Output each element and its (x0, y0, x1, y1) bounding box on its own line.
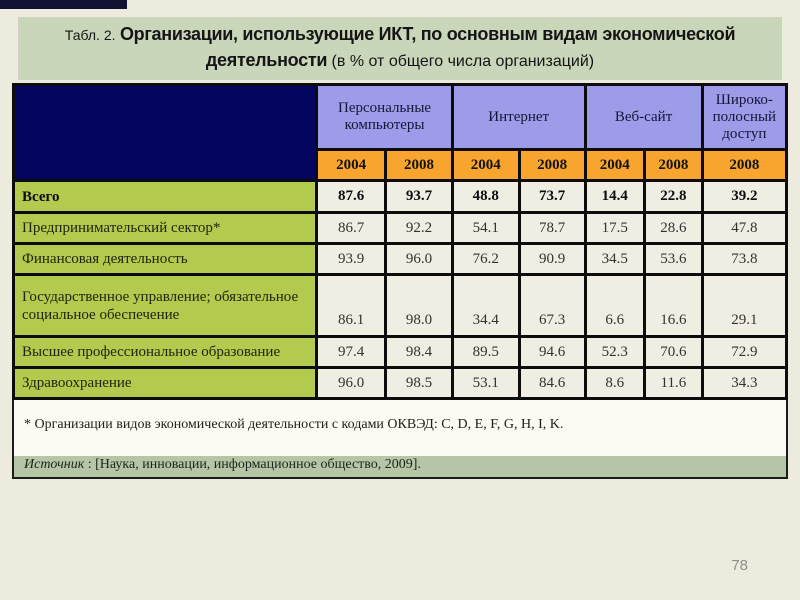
value-cell: 54.1 (452, 213, 519, 244)
figure-footer (12, 400, 788, 479)
value-cell: 86.7 (317, 213, 386, 244)
value-cell: 98.5 (386, 368, 453, 399)
value-cell: 17.5 (585, 213, 645, 244)
column-group-row (14, 85, 787, 150)
source-text: : [Наука, инновации, информационное общество, 2009]. (84, 457, 421, 472)
column-group-personal-computers: Персональные компьютеры (317, 85, 453, 150)
value-cell: 6.6 (585, 275, 645, 337)
source-line (14, 456, 786, 477)
row-label: Финансовая деятельность (14, 244, 317, 275)
top-edge-artifact (0, 0, 127, 9)
source-label: Источник (24, 457, 85, 472)
value-cell: 96.0 (317, 368, 386, 399)
value-cell: 92.2 (386, 213, 453, 244)
value-cell: 96.0 (386, 244, 453, 275)
year-header: 2004 (452, 150, 519, 181)
table-row-business-sector (14, 213, 787, 244)
ict-usage-table (12, 83, 788, 400)
value-cell: 34.4 (452, 275, 519, 337)
table-title-main-line2: деятельности (205, 50, 328, 70)
value-cell: 86.1 (317, 275, 386, 337)
year-header: 2008 (386, 150, 453, 181)
value-cell: 53.1 (452, 368, 519, 399)
table-title-note: (в % от общего числа организаций) (331, 53, 595, 70)
table-row-government (14, 275, 787, 337)
value-cell: 73.7 (519, 181, 585, 213)
row-label: Предпринимательский сектор* (14, 213, 317, 244)
value-cell: 93.9 (317, 244, 386, 275)
table-row-higher-education (14, 337, 787, 368)
value-cell: 73.8 (702, 244, 786, 275)
value-cell: 89.5 (452, 337, 519, 368)
value-cell: 34.3 (702, 368, 786, 399)
year-header: 2004 (585, 150, 645, 181)
column-group-website: Веб-сайт (585, 85, 702, 150)
value-cell: 84.6 (519, 368, 585, 399)
value-cell: 53.6 (645, 244, 703, 275)
value-cell: 98.0 (386, 275, 453, 337)
value-cell: 94.6 (519, 337, 585, 368)
page-number: 78 (731, 557, 748, 574)
value-cell: 28.6 (645, 213, 703, 244)
value-cell: 97.4 (317, 337, 386, 368)
value-cell: 78.7 (519, 213, 585, 244)
table-title-main-line1: Организации, использующие ИКТ, по основным видам экономической (119, 24, 736, 44)
row-label: Высшее профессиональное образование (14, 337, 317, 368)
table-figure (12, 17, 788, 479)
value-cell: 16.6 (645, 275, 703, 337)
value-cell: 11.6 (645, 368, 703, 399)
value-cell: 47.8 (702, 213, 786, 244)
value-cell: 76.2 (452, 244, 519, 275)
value-cell: 72.9 (702, 337, 786, 368)
value-cell: 39.2 (702, 181, 786, 213)
value-cell: 67.3 (519, 275, 585, 337)
year-header: 2004 (317, 150, 386, 181)
value-cell: 52.3 (585, 337, 645, 368)
value-cell: 98.4 (386, 337, 453, 368)
value-cell: 22.8 (645, 181, 703, 213)
value-cell: 8.6 (585, 368, 645, 399)
value-cell: 48.8 (452, 181, 519, 213)
value-cell: 29.1 (702, 275, 786, 337)
year-header: 2008 (702, 150, 786, 181)
year-header: 2008 (519, 150, 585, 181)
value-cell: 14.4 (585, 181, 645, 213)
table-row-healthcare (14, 368, 787, 399)
table-title (18, 17, 782, 80)
value-cell: 93.7 (386, 181, 453, 213)
table-title-prefix: Табл. 2. (64, 27, 116, 43)
value-cell: 87.6 (317, 181, 386, 213)
column-group-broadband: Широко-полосный доступ (702, 85, 786, 150)
row-label: Всего (14, 181, 317, 213)
value-cell: 34.5 (585, 244, 645, 275)
corner-cell (14, 85, 317, 181)
value-cell: 90.9 (519, 244, 585, 275)
value-cell: 70.6 (645, 337, 703, 368)
footnote: * Организации видов экономической деятельности с кодами ОКВЭД: C, D, E, F, G, H, I, K. (14, 400, 786, 456)
table-row-total (14, 181, 787, 213)
year-header: 2008 (645, 150, 703, 181)
row-label: Здравоохранение (14, 368, 317, 399)
column-group-internet: Интернет (452, 85, 585, 150)
row-label: Государственное управление; обязательное социальное обеспечение (14, 275, 317, 337)
table-row-finance (14, 244, 787, 275)
